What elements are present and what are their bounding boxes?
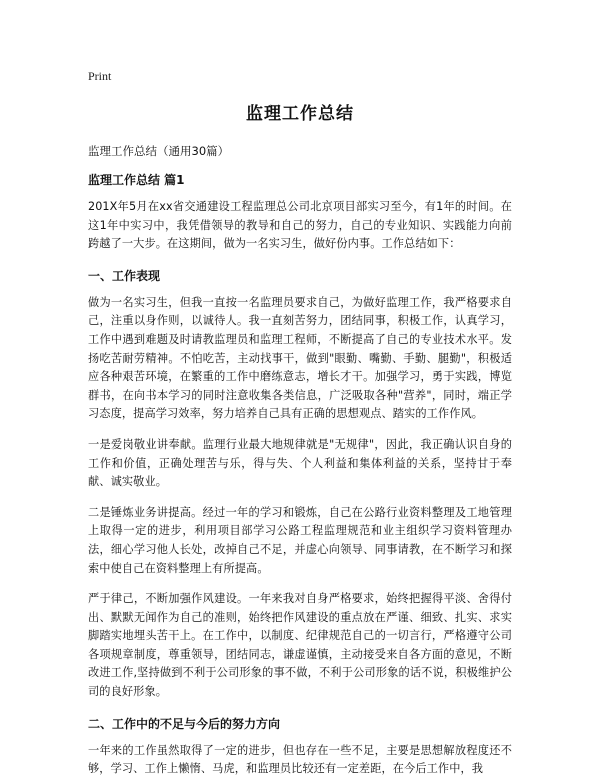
- paragraph-1: 做为一名实习生，但我一直按一名监理员要求自己，为做好监理工作，我严格要求自己，注重以身作则，以诚待人。我一直刻苦努力，团结同事，积极工作，认真学习，工作中遇到难题及时请教监理员和监理工程师，不断提高了自己的专业技术水平。发扬吃苦耐劳精神。不怕吃苦，主动找事干，做到"眼勤、嘴勤、手勤、腿勤"，积极适应各种艰苦环境，在繁重的工作中磨练意志，增长才干。加强学习，勇于实践，博览群书，在向书本学习的同时注意收集各类信息，广泛吸取各种"营养"，同时，端正学习态度，提高学习效率，努力培养自己具有正确的思想观点、踏实的工作作风。: [88, 295, 512, 421]
- article-heading: 监理工作总结 篇1: [88, 173, 185, 187]
- intro-paragraph: 201X年5月在xx省交通建设工程监理总公司北京项目部实习至今，有1年的时间。在这1年中实习中，我凭借领导的教导和自己的努力，自己的专业知识、实践能力向前跨越了一大步。在这期间，做为一名实习生，做好份内事。工作总结如下：: [88, 200, 512, 251]
- paragraph-5: 一年来的工作虽然取得了一定的进步，但也存在一些不足，主要是思想解放程度还不够，学习、工作上懒惰、马虎，和监理员比较还有一定差距，在今后工作中，我: [88, 743, 512, 776]
- section-heading-work-performance: 一、工作表现: [88, 268, 161, 283]
- section-heading-shortcomings: 二、工作中的不足与今后的努力方向: [88, 716, 281, 731]
- document-title: 监理工作总结: [246, 104, 354, 124]
- paragraph-2: 一是爱岗敬业讲奉献。监理行业最大地规律就是"无规律"，因此，我正确认识自身的工作和价值，正确处理苦与乐，得与失、个人利益和集体利益的关系，坚持甘于奉献、诚实敬业。: [88, 437, 512, 489]
- paragraph-3: 二是锤炼业务讲提高。经过一年的学习和锻炼，自己在公路行业资料整理及工地管理上取得一定的进步，利用项目部学习公路工程监理规范和业主组织学习资料管理办法，细心学习他人长处，改掉自己不足，并虚心向领导、同事请教，在不断学习和探索中使自己在资料整理上有所提高。: [88, 505, 512, 575]
- document-subtitle: 监理工作总结（通用30篇）: [88, 144, 230, 158]
- print-link[interactable]: Print: [88, 69, 112, 83]
- paragraph-4: 严于律己，不断加强作风建设。一年来我对自身严格要求，始终把握得平淡、舍得付出、默默无闻作为自己的准则，始终把作风建设的重点放在严谨、细致、扎实、求实脚踏实地埋头苦干上。在工作中，以制度、纪律规范自己的一切言行，严格遵守公司各项规章制度，尊重领导，团结同志，谦虚谨慎，主动接受来自各方面的意见，不断改进工作,坚持做到不利于公司形象的事不做，不利于公司形象的话不说，积极维护公司的良好形象。: [88, 592, 512, 699]
